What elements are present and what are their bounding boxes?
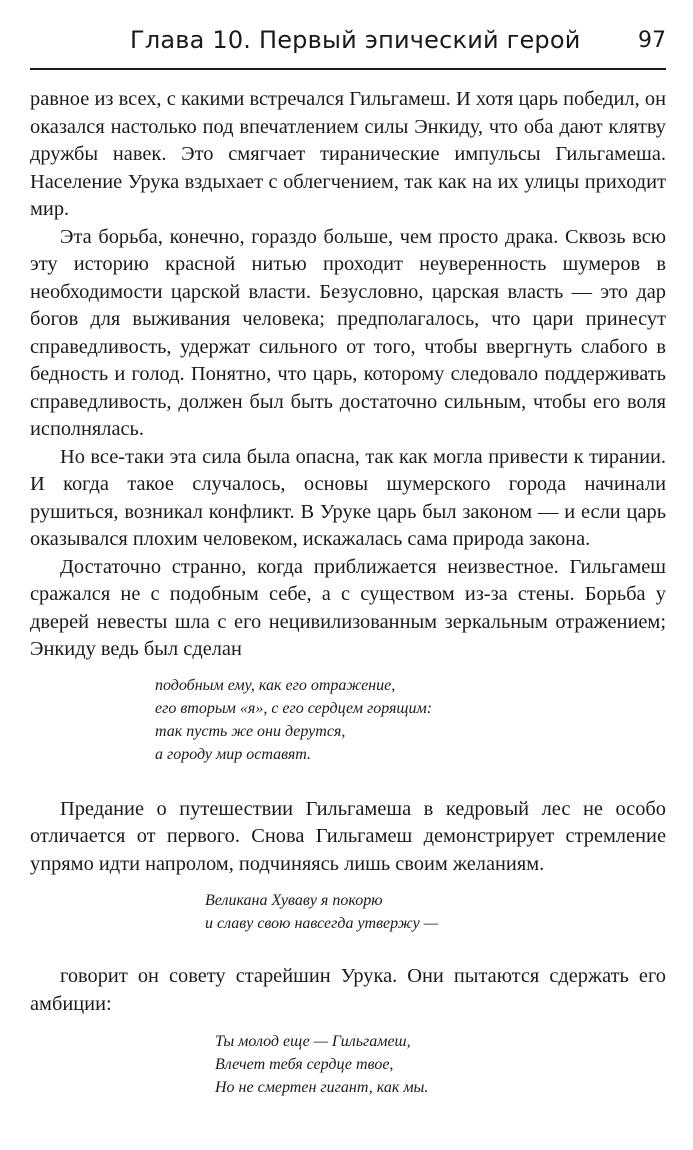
page-body: [30, 86, 666, 1099]
verse-line: Ты молод еще — Гильгамеш,: [215, 1033, 411, 1050]
paragraph: равное из всех, с какими встречался Гильгамеш. И хотя царь победил, он оказался настолько под впечатлением силы Энкиду, что оба дают клятву дружбы навек. Это смягчает тиранические импульсы Гильгамеша. Население Урука вздыхает с облегчением, так как на их улицы приходит мир.: [30, 88, 666, 220]
verse-line: Влечет тебя сердце твое,: [215, 1056, 394, 1073]
paragraph: говорит он совету старейшин Урука. Они пытаются сдержать его амбиции:: [30, 965, 666, 1015]
header-divider: [30, 68, 666, 70]
verse-quote: [30, 1030, 666, 1099]
verse-quote: [30, 889, 666, 935]
verse-line: подобным ему, как его отражение,: [155, 676, 396, 694]
chapter-title: Глава 10. Первый эпический герой: [130, 26, 581, 54]
paragraph: Эта борьба, конечно, гораздо больше, чем просто драка. Сквозь всю эту историю красной нитью проходит неуверенность шумеров в необходимости царской власти. Безусловно, царская власть — это дар богов для выживания человека; предполагалось, что цари принесут справедливость, удержат сильного от того, чтобы ввергнуть слабого в бедность и голод. Понятно, что царь, которому следовало поддерживать справедливость, должен был быть достаточно сильным, чтобы его воля исполнялась.: [30, 225, 666, 440]
paragraph: Предание о путешествии Гильгамеша в кедровый лес не особо отличается от первого. Снова Гильгамеш демонстрирует стремление упрямо идти напролом, подчиняясь лишь своим желаниям.: [30, 797, 666, 875]
verse-line: и славу свою навсегда утвержу —: [205, 915, 438, 932]
verse-line: Но не смертен гигант, как мы.: [215, 1079, 429, 1096]
verse-line: Великана Хуваву я покорю: [205, 892, 383, 909]
verse-quote: [30, 674, 666, 766]
verse-line: его вторым «я», с его сердцем горящим:: [155, 699, 433, 717]
page-header: [30, 22, 666, 66]
verse-line: а городу мир оставят.: [155, 745, 311, 763]
page-number: 97: [638, 28, 666, 53]
paragraph: Достаточно странно, когда приближается неизвестное. Гильгамеш сражался не с подобным себе, а с существом из-за стены. Борьба у дверей невесты шла с его нецивилизованным зеркальным отражением; Энкиду ведь был сделан: [30, 555, 666, 660]
paragraph: Но все-таки эта сила была опасна, так как могла привести к тирании. И когда такое случалось, основы шумерского города начинали рушиться, возникал конфликт. В Уруке царь был законом — и если царь оказывался плохим человеком, искажалась сама природа закона.: [30, 445, 666, 550]
verse-line: так пусть же они дерутся,: [155, 722, 346, 740]
